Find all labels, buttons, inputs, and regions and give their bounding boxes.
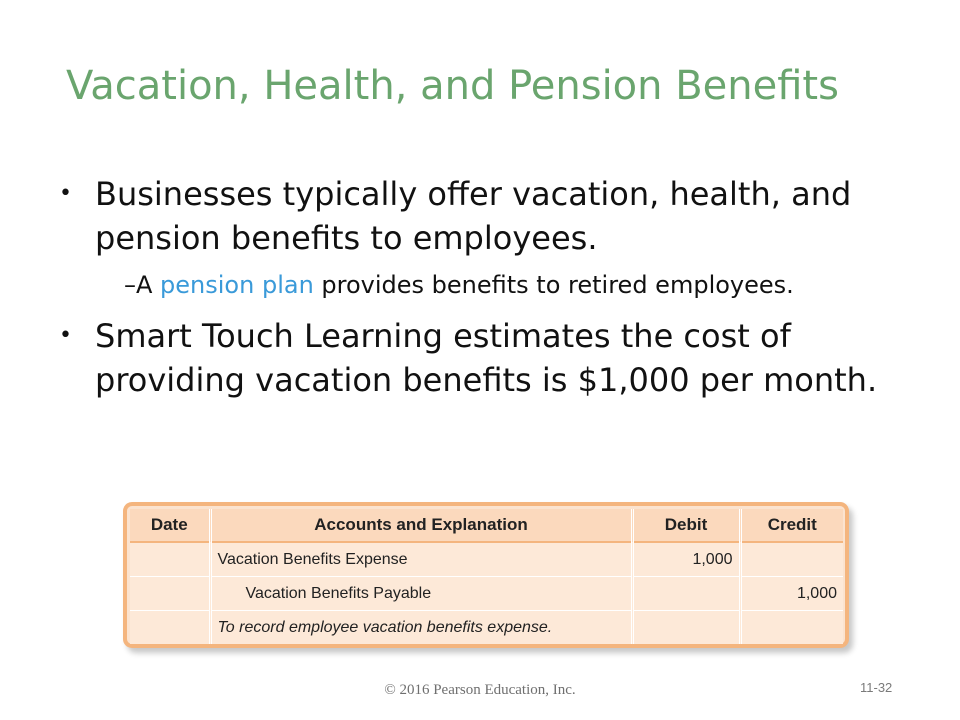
sub-bullet-marker: – bbox=[124, 271, 136, 299]
bullet-marker: • bbox=[59, 181, 72, 206]
slide-title: Vacation, Health, and Pension Benefits bbox=[66, 63, 839, 109]
account-cell: Vacation Benefits Payable bbox=[210, 577, 632, 611]
bullet-text: Smart Touch Learning estimates the cost of providing vacation benefits is $1,000 per month. bbox=[95, 317, 878, 399]
table-header-row bbox=[130, 509, 843, 542]
debit-cell bbox=[632, 577, 740, 611]
key-term: pension plan bbox=[160, 271, 314, 299]
credit-cell bbox=[740, 542, 843, 577]
header-accounts: Accounts and Explanation bbox=[210, 509, 632, 542]
date-cell bbox=[130, 611, 210, 645]
page-number: 11-32 bbox=[860, 680, 893, 695]
bullet-item bbox=[56, 172, 916, 260]
header-debit: Debit bbox=[632, 509, 740, 542]
bullet-marker: • bbox=[59, 323, 72, 348]
date-cell bbox=[130, 542, 210, 577]
header-date: Date bbox=[130, 509, 210, 542]
sub-bullet-item bbox=[56, 268, 916, 302]
bullet-text: Businesses typically offer vacation, health, and pension benefits to employees. bbox=[95, 175, 852, 257]
account-cell: Vacation Benefits Expense bbox=[210, 542, 632, 577]
header-credit: Credit bbox=[740, 509, 843, 542]
sub-bullet-suffix: provides benefits to retired employees. bbox=[313, 271, 794, 299]
table-row bbox=[130, 611, 843, 645]
credit-cell bbox=[740, 611, 843, 645]
debit-cell bbox=[632, 611, 740, 645]
copyright-notice: © 2016 Pearson Education, Inc. bbox=[384, 682, 576, 698]
explanation-cell: To record employee vacation benefits expense. bbox=[210, 611, 632, 645]
date-cell bbox=[130, 577, 210, 611]
journal-entry-table bbox=[130, 509, 843, 644]
credit-cell: 1,000 bbox=[740, 577, 843, 611]
table-row bbox=[130, 577, 843, 611]
bullet-list bbox=[56, 172, 916, 410]
sub-bullet-prefix: A bbox=[136, 271, 161, 299]
journal-entry-panel bbox=[123, 502, 849, 648]
debit-cell: 1,000 bbox=[632, 542, 740, 577]
table-row bbox=[130, 542, 843, 577]
bullet-item bbox=[56, 314, 916, 402]
